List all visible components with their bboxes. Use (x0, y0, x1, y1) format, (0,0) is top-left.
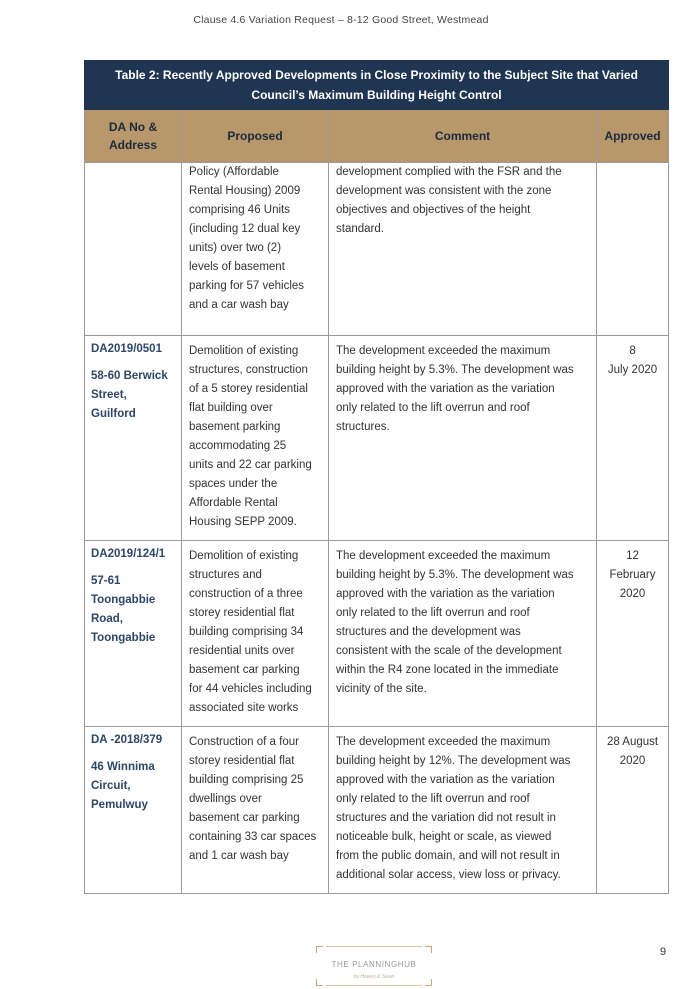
approved-date-line: 12 (626, 550, 639, 562)
column-header-approved: Approved (597, 110, 669, 163)
comment-line: building height by 12%. The development was (336, 755, 571, 767)
column-header-dano: DA No & Address (85, 110, 182, 163)
approved-date-line: 28 August (606, 736, 659, 748)
running-header: Clause 4.6 Variation Request – 8-12 Good Street, Westmead (193, 14, 489, 26)
proposed-line: containing 33 car spaces (189, 831, 317, 843)
site-address-line: Road, (91, 613, 123, 625)
approved-date-line: July 2020 (607, 364, 658, 376)
comment-line: structures and the development was (336, 626, 521, 638)
comment-line: approved with the variation as the variation (336, 588, 555, 600)
comment-line: additional solar access, view loss or privacy. (336, 869, 561, 881)
proposed-line: Demolition of existing (189, 345, 299, 357)
proposed-line: structures, construction (189, 364, 308, 376)
table-body (85, 163, 669, 894)
comment-line: consistent with the scale of the development (336, 645, 562, 657)
column-header-proposed: Proposed (182, 110, 329, 163)
table-row (85, 541, 669, 727)
table-row (85, 727, 669, 894)
comment-line: building height by 5.3%. The development was (336, 364, 574, 376)
site-address-line: 58-60 Berwick (91, 370, 168, 382)
cell-da-number-address (85, 336, 182, 541)
proposed-line: construction of a three (189, 588, 303, 600)
approved-developments-table (84, 60, 669, 894)
site-address-line: Guilford (91, 408, 136, 420)
proposed-line: (including 12 dual key (189, 223, 301, 235)
site-address-line: Toongabbie (91, 632, 156, 644)
comment-line: from the public domain, and will not result in (336, 850, 560, 862)
proposed-line: parking for 57 vehicles (189, 280, 305, 292)
proposed-line: building comprising 34 (189, 626, 304, 638)
comment-line: The development exceeded the maximum (336, 345, 551, 357)
cell-approved (597, 163, 669, 336)
proposed-line: and a car wash bay (189, 299, 289, 311)
proposed-line: Housing SEPP 2009. (189, 516, 297, 528)
proposed-line: basement car parking (189, 664, 300, 676)
comment-line: structures and the variation did not result in (336, 812, 556, 824)
da-number: DA -2018/379 (91, 734, 163, 746)
cell-comment (329, 727, 597, 894)
proposed-line: units and 22 car parking (189, 459, 312, 471)
site-address-line: Street, (91, 389, 127, 401)
comment-line: The development exceeded the maximum (336, 550, 551, 562)
page-number: 9 (660, 946, 667, 958)
proposed-line: structures and (189, 569, 262, 581)
cell-approved (597, 541, 669, 727)
planninghub-logo (316, 946, 432, 986)
comment-line: approved with the variation as the variation (336, 383, 555, 395)
approved-date-line: February (609, 569, 656, 581)
proposed-line: levels of basement (189, 261, 285, 273)
proposed-line: units) over two (2) (189, 242, 282, 254)
table-caption (85, 61, 669, 110)
site-address-line: Toongabbie (91, 594, 156, 606)
table-caption-line: Council’s Maximum Building Height Control (251, 88, 502, 102)
approved-date-line: 2020 (619, 755, 646, 767)
comment-line: The development exceeded the maximum (336, 736, 551, 748)
proposed-line: Rental Housing) 2009 (189, 185, 301, 197)
column-header-row (85, 110, 669, 163)
logo-corner (316, 946, 323, 953)
logo-text: THE PLANNINGHUB (331, 960, 417, 969)
comment-line: only related to the lift overrun and roof (336, 793, 530, 805)
logo-subtext: by Hawes & Swan (353, 974, 395, 980)
proposed-line: accommodating 25 (189, 440, 287, 452)
da-number: DA2019/0501 (91, 343, 162, 355)
comment-line: approved with the variation as the variation (336, 774, 555, 786)
approved-date-line: 2020 (619, 588, 646, 600)
proposed-line: and 1 car wash bay (189, 850, 289, 862)
proposed-line: Construction of a four (189, 736, 299, 748)
logo-rule (326, 985, 422, 986)
proposed-line: associated site works (189, 702, 299, 714)
cell-da-number-address (85, 541, 182, 727)
proposed-line: Demolition of existing (189, 550, 299, 562)
proposed-line: storey residential flat (189, 607, 295, 619)
proposed-line: Policy (Affordable (189, 166, 279, 178)
proposed-line: residential units over (189, 645, 295, 657)
site-address (91, 758, 175, 815)
cell-comment (329, 336, 597, 541)
comment-line: vicinity of the site. (336, 683, 427, 695)
comment-line: standard. (336, 223, 384, 235)
comment-line: within the R4 zone located in the immediate (336, 664, 559, 676)
cell-approved (597, 727, 669, 894)
proposed-line: dwellings over (189, 793, 262, 805)
cell-approved (597, 336, 669, 541)
site-address-line: 46 Winnima (91, 761, 155, 773)
proposed-line: spaces under the (189, 478, 278, 490)
comment-line: only related to the lift overrun and roof (336, 402, 530, 414)
proposed-line: comprising 46 Units (189, 204, 290, 216)
table-row (85, 163, 669, 336)
cell-da-number-address (85, 163, 182, 336)
proposed-line: Affordable Rental (189, 497, 278, 509)
proposed-line: basement car parking (189, 812, 300, 824)
site-address (91, 367, 175, 424)
proposed-line: flat building over (189, 402, 273, 414)
proposed-line: building comprising 25 (189, 774, 304, 786)
site-address-line: Pemulwuy (91, 799, 148, 811)
cell-proposed (182, 336, 329, 541)
comment-line: development was consistent with the zone (336, 185, 552, 197)
comment-line: only related to the lift overrun and roof (336, 607, 530, 619)
approved-date-line: 8 (629, 345, 636, 357)
comment-line: building height by 5.3%. The development was (336, 569, 574, 581)
cell-proposed (182, 541, 329, 727)
cell-proposed (182, 727, 329, 894)
table-caption-line: Table 2: Recently Approved Developments in Close Proximity to the Subject Site that Varied (115, 68, 638, 82)
comment-line: noticeable bulk, height or scale, as viewed (336, 831, 552, 843)
site-address (91, 572, 175, 648)
cell-da-number-address (85, 727, 182, 894)
comment-line: development complied with the FSR and the (336, 166, 562, 178)
comment-line: objectives and objectives of the height (336, 204, 531, 216)
proposed-line: storey residential flat (189, 755, 295, 767)
proposed-line: for 44 vehicles including (189, 683, 312, 695)
da-number: DA2019/124/1 (91, 548, 166, 560)
cell-comment (329, 541, 597, 727)
logo-corner (425, 979, 432, 986)
logo-rule (326, 946, 422, 947)
site-address-line: Circuit, (91, 780, 131, 792)
proposed-line: of a 5 storey residential (189, 383, 308, 395)
table-row (85, 336, 669, 541)
comment-line: structures. (336, 421, 390, 433)
cell-proposed (182, 163, 329, 336)
logo-corner (316, 979, 323, 986)
site-address-line: 57-61 (91, 575, 121, 587)
logo-corner (425, 946, 432, 953)
cell-comment (329, 163, 597, 336)
column-header-comment: Comment (329, 110, 597, 163)
proposed-line: basement parking (189, 421, 281, 433)
